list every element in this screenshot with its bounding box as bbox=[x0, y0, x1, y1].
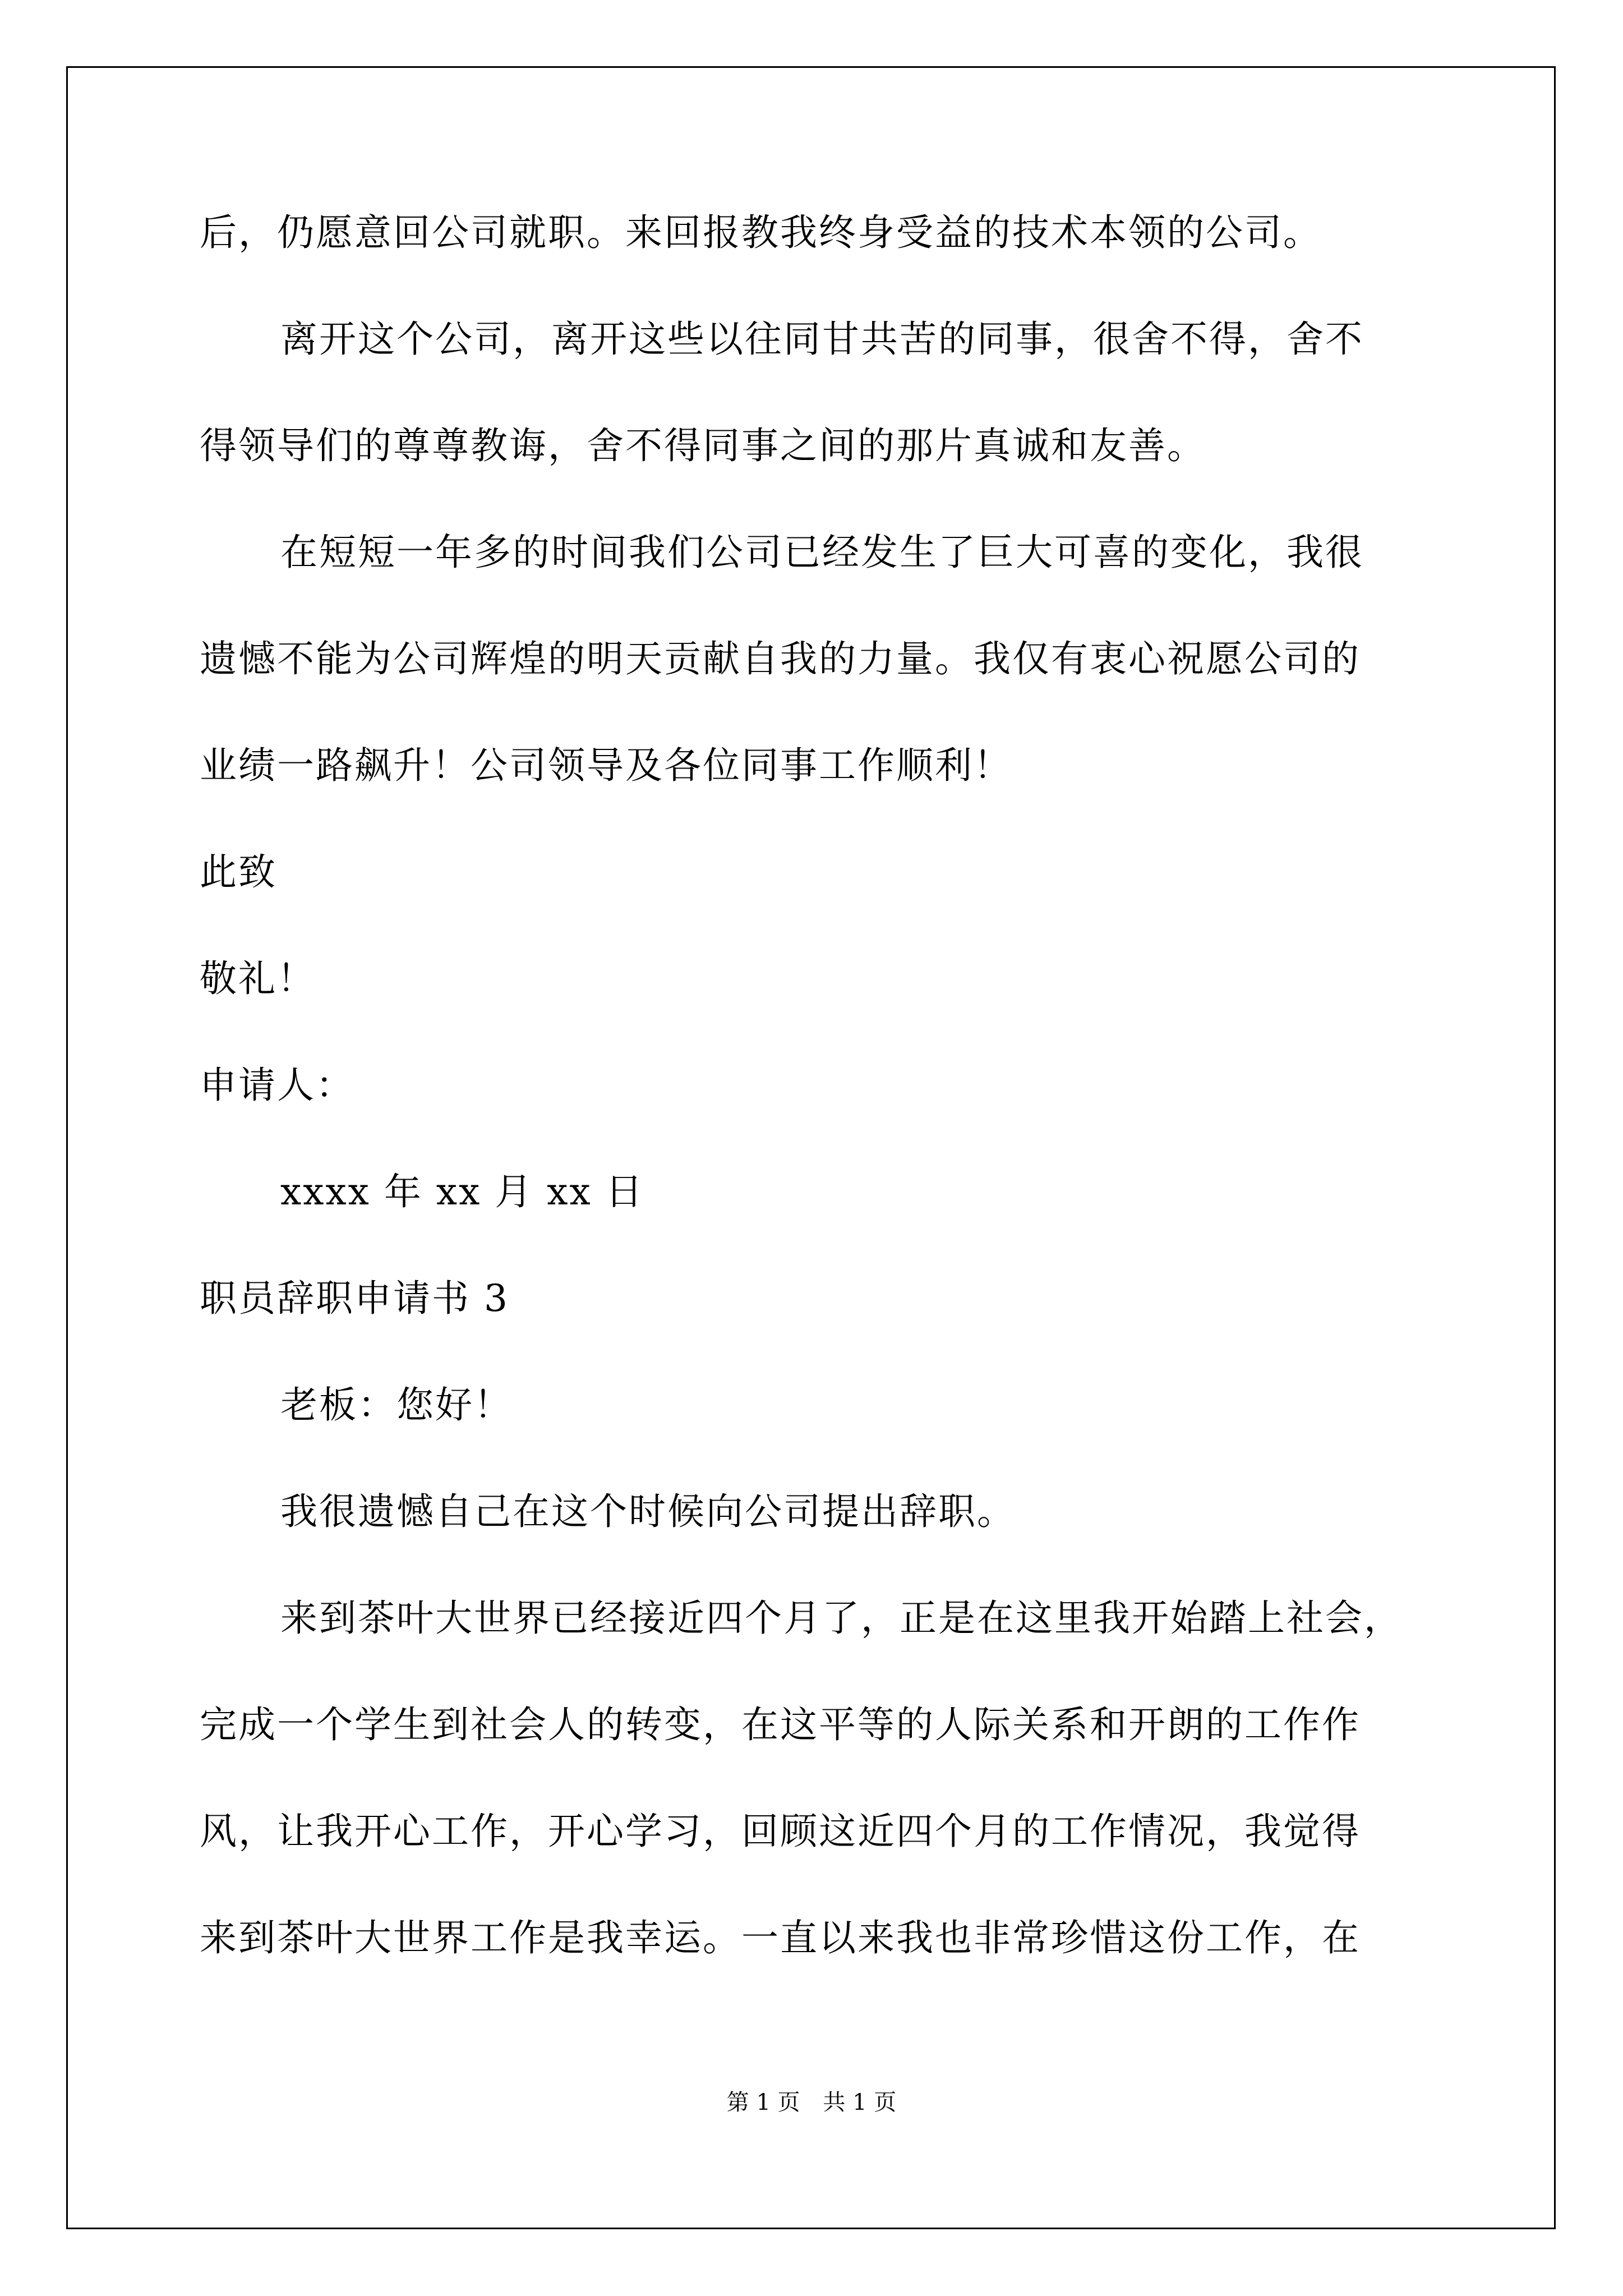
page-total: 共 1 页 bbox=[823, 2090, 897, 2115]
paragraph-line: 后，仍愿意回公司就职。来回报教我终身受益的技术本领的公司。 bbox=[200, 211, 1322, 254]
paragraph-line: 业绩一路飙升！公司领导及各位同事工作顺利！ bbox=[200, 744, 1012, 787]
greeting: 老板：您好！ bbox=[280, 1383, 513, 1427]
paragraph-line: 来到茶叶大世界工作是我幸运。一直以来我也非常珍惜这份工作，在 bbox=[200, 1916, 1361, 1959]
applicant-label: 申请人： bbox=[200, 1064, 354, 1107]
closing-salutation: 此致 bbox=[200, 850, 277, 894]
page-number: 第 1 页 bbox=[726, 2090, 800, 2115]
paragraph-line: 完成一个学生到社会人的转变，在这平等的人际关系和开朗的工作作 bbox=[200, 1703, 1361, 1746]
date-line: xxxx 年 xx 月 xx 日 bbox=[280, 1170, 644, 1213]
paragraph-line: 我很遗憾自己在这个时候向公司提出辞职。 bbox=[280, 1490, 1016, 1533]
paragraph-line: 风，让我开心工作，开心学习，回顾这近四个月的工作情况，我觉得 bbox=[200, 1810, 1361, 1853]
paragraph-line: 离开这个公司，离开这些以往同甘共苦的同事，很舍不得，舍不 bbox=[280, 318, 1364, 361]
paragraph-line: 来到茶叶大世界已经接近四个月了，正是在这里我开始踏上社会， bbox=[280, 1596, 1403, 1640]
page-border bbox=[66, 66, 1556, 2229]
section-title: 职员辞职申请书 3 bbox=[200, 1277, 509, 1320]
closing-regards: 敬礼！ bbox=[200, 957, 316, 1000]
paragraph-line: 遗憾不能为公司辉煌的明天贡献自我的力量。我仅有衷心祝愿公司的 bbox=[200, 637, 1361, 680]
paragraph-line: 得领导们的尊尊教诲，舍不得同事之间的那片真诚和友善。 bbox=[200, 424, 1206, 467]
paragraph-line: 在短短一年多的时间我们公司已经发生了巨大可喜的变化，我很 bbox=[280, 531, 1364, 574]
page-footer bbox=[0, 2086, 1623, 2119]
